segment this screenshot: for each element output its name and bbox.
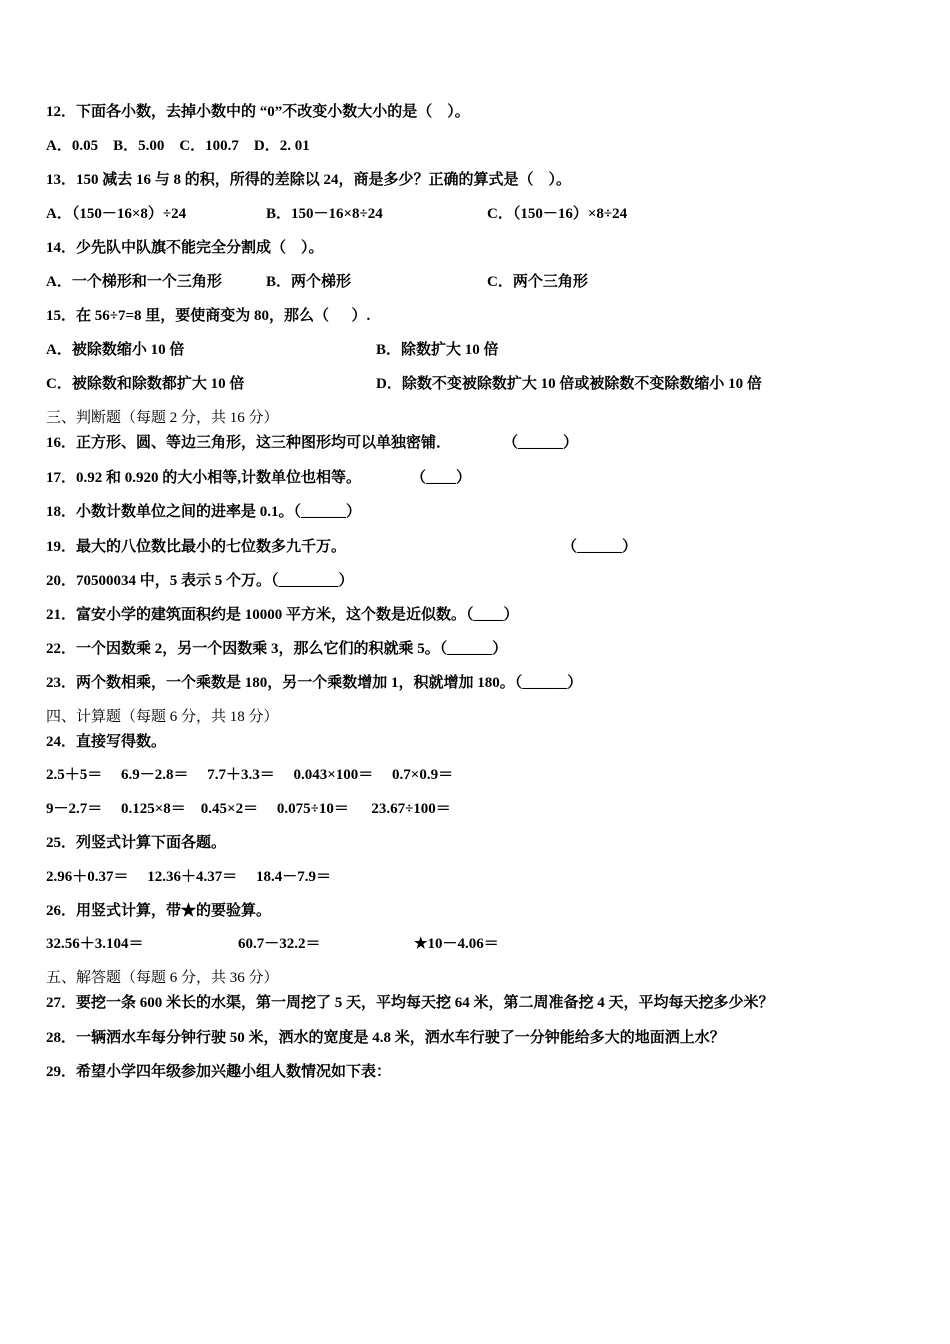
q14-stem: 14．少先队中队旗不能完全分割成（ ）。 [46, 240, 324, 256]
q14-option-a: A．一个梯形和一个三角形 [46, 274, 222, 290]
q16-blank: （______） [503, 435, 579, 451]
q15-option-b: B．除数扩大 10 倍 [376, 342, 499, 358]
q24-stem: 24．直接写得数。 [46, 734, 167, 750]
q12-stem: 12．下面各小数，去掉小数中的 “0”不改变小数大小的是（ ）。 [46, 104, 470, 120]
q19-blank: （______） [562, 539, 638, 555]
q14-option-b: B．两个梯形 [266, 274, 352, 290]
q26-expr-3: ★10－4.06＝ [414, 936, 499, 952]
q26-stem: 26．用竖式计算，带★的要验算。 [46, 903, 272, 919]
q19-text: 19．最大的八位数比最小的七位数多九千万。 [46, 539, 347, 555]
q20-text: 20．70500034 中，5 表示 5 个万。（________） [46, 573, 354, 589]
section-5-heading: 五、解答题（每题 6 分，共 36 分） [46, 970, 279, 986]
q16-text: 16．正方形、圆、等边三角形，这三种图形均可以单独密铺． [46, 435, 452, 451]
q13-option-b: B．150－16×8÷24 [266, 206, 383, 222]
q29-text: 29．希望小学四年级参加兴趣小组人数情况如下表： [46, 1064, 392, 1080]
q13-stem: 13．150 减去 16 与 8 的积，所得的差除以 24，商是多少？正确的算式是（ ）。 [46, 172, 572, 188]
q21-text: 21．富安小学的建筑面积约是 10000 平方米，这个数是近似数。（____） [46, 607, 519, 623]
q13-option-c: C．（150－16）×8÷24 [487, 206, 628, 222]
q24-row-2: 9－2.7＝ 0.125×8＝ 0.45×2＝ 0.075÷10＝ 23.67÷100＝ [46, 801, 451, 817]
q15-option-d: D．除数不变被除数扩大 10 倍或被除数不变除数缩小 10 倍 [376, 376, 762, 392]
q25-row: 2.96＋0.37＝ 12.36＋4.37＝ 18.4－7.9＝ [46, 869, 332, 885]
q17-blank: （____） [411, 470, 472, 486]
q15-option-c: C．被除数和除数都扩大 10 倍 [46, 376, 245, 392]
q15-option-a: A．被除数缩小 10 倍 [46, 342, 185, 358]
section-4-heading: 四、计算题（每题 6 分，共 18 分） [46, 709, 279, 725]
q25-stem: 25．列竖式计算下面各题。 [46, 835, 227, 851]
q26-expr-2: 60.7－32.2＝ [238, 936, 321, 952]
q18-text: 18．小数计数单位之间的进率是 0.1。（______） [46, 504, 362, 520]
q28-text: 28．一辆洒水车每分钟行驶 50 米，洒水的宽度是 4.8 米，洒水车行驶了一分钟能给多大的地面洒上水？ [46, 1030, 725, 1046]
q26-expr-1: 32.56＋3.104＝ [46, 936, 144, 952]
q27-text: 27．要挖一条 600 米长的水渠，第一周挖了 5 天，平均每天挖 64 米，第二周准备挖 4 天，平均每天挖多少米？ [46, 995, 774, 1011]
q22-text: 22．一个因数乘 2，另一个因数乘 3，那么它们的积就乘 5。（______） [46, 641, 508, 657]
section-3-heading: 三、判断题（每题 2 分，共 16 分） [46, 410, 279, 426]
q13-option-a: A．（150－16×8）÷24 [46, 206, 187, 222]
q15-stem: 15．在 56÷7=8 里，要使商变为 80，那么（ ）. [46, 308, 371, 324]
q14-option-c: C．两个三角形 [487, 274, 588, 290]
q12-options: A．0.05 B．5.00 C．100.7 D．2. 01 [46, 138, 310, 154]
q17-text: 17．0.92 和 0.920 的大小相等,计数单位也相等。 [46, 470, 362, 486]
q23-text: 23．两个数相乘，一个乘数是 180，另一个乘数增加 1，积就增加 180。（______） [46, 675, 583, 691]
q24-row-1: 2.5＋5＝ 6.9－2.8＝ 7.7＋3.3＝ 0.043×100＝ 0.7×0.9＝ [46, 767, 454, 783]
